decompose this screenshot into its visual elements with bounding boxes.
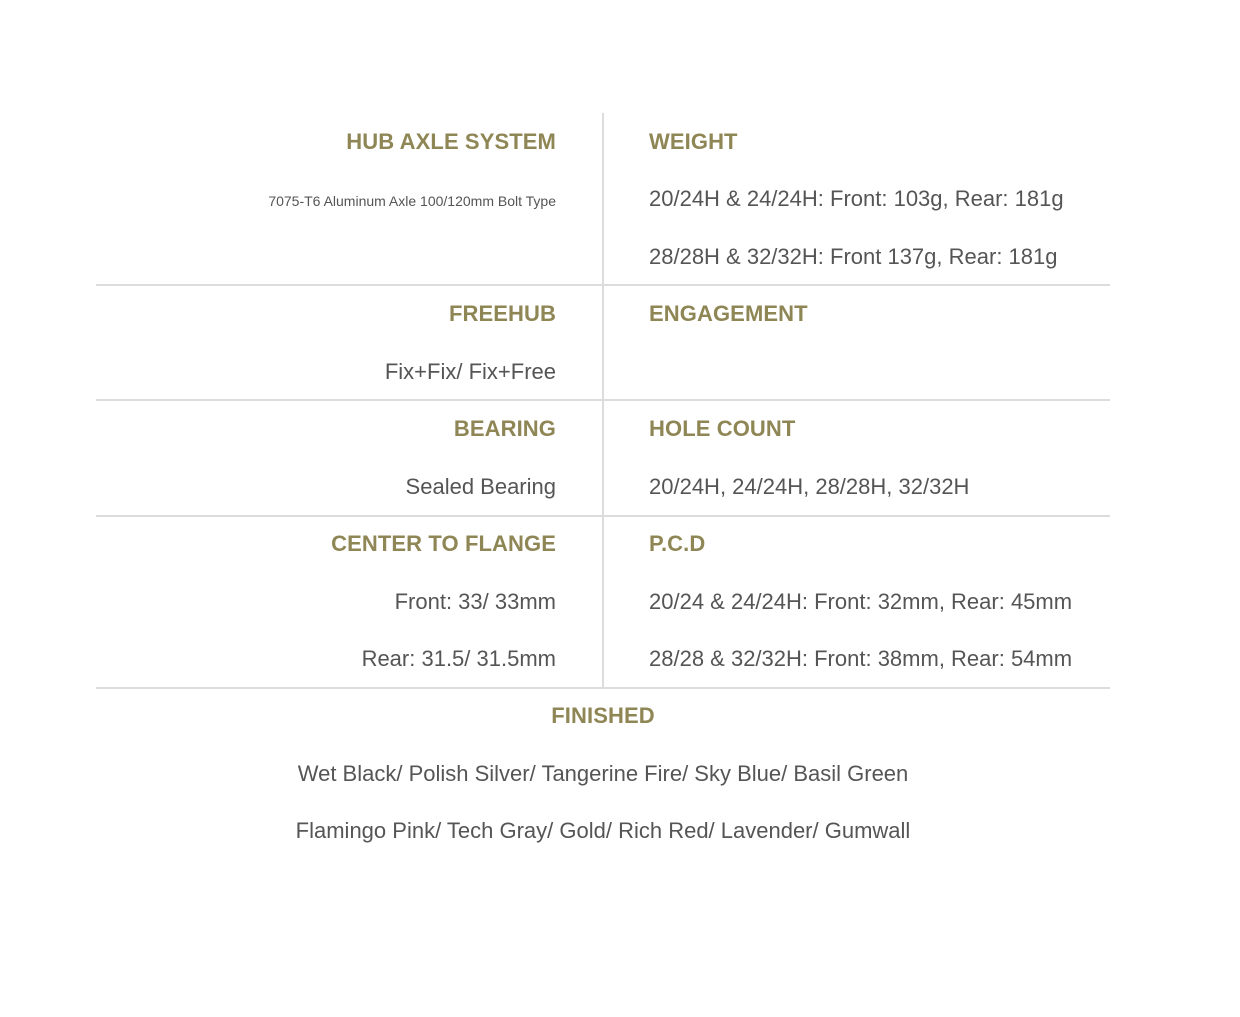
pcd-value-2: 28/28 & 32/32H: Front: 38mm, Rear: 54mm xyxy=(649,646,1073,671)
weight-value-1: 20/24H & 24/24H: Front: 103g, Rear: 181g xyxy=(649,186,1064,211)
row-divider xyxy=(96,515,1110,517)
weight-heading: WEIGHT xyxy=(649,129,738,154)
pcd-heading: P.C.D xyxy=(649,531,706,556)
hole-count-value: 20/24H, 24/24H, 28/28H, 32/32H xyxy=(649,474,970,499)
center-to-flange-value-1: Front: 33/ 33mm xyxy=(394,589,556,614)
bearing-value: Sealed Bearing xyxy=(405,474,556,499)
center-to-flange-heading: CENTER TO FLANGE xyxy=(331,531,556,556)
hole-count-heading: HOLE COUNT xyxy=(649,416,796,441)
row-divider xyxy=(96,284,1110,286)
row-divider xyxy=(96,687,1110,689)
bearing-heading: BEARING xyxy=(453,416,556,441)
finished-heading: FINISHED xyxy=(551,703,655,728)
freehub-value: Fix+Fix/ Fix+Free xyxy=(384,359,556,384)
center-to-flange-value-2: Rear: 31.5/ 31.5mm xyxy=(361,646,556,671)
weight-value-2: 28/28H & 32/32H: Front 137g, Rear: 181g xyxy=(649,244,1058,269)
row-divider xyxy=(96,399,1110,401)
finished-colors-line-2: Flamingo Pink/ Tech Gray/ Gold/ Rich Red/ Lavender/ Gumwall xyxy=(295,818,911,843)
finished-colors-line-1: Wet Black/ Polish Silver/ Tangerine Fire/ Sky Blue/ Basil Green xyxy=(297,761,909,786)
pcd-value-1: 20/24 & 24/24H: Front: 32mm, Rear: 45mm xyxy=(649,589,1073,614)
hub-axle-system-value: 7075-T6 Aluminum Axle 100/120mm Bolt Type xyxy=(268,193,556,209)
hub-axle-system-heading: HUB AXLE SYSTEM xyxy=(346,129,556,154)
engagement-heading: ENGAGEMENT xyxy=(649,301,808,326)
freehub-heading: FREEHUB xyxy=(448,301,556,326)
